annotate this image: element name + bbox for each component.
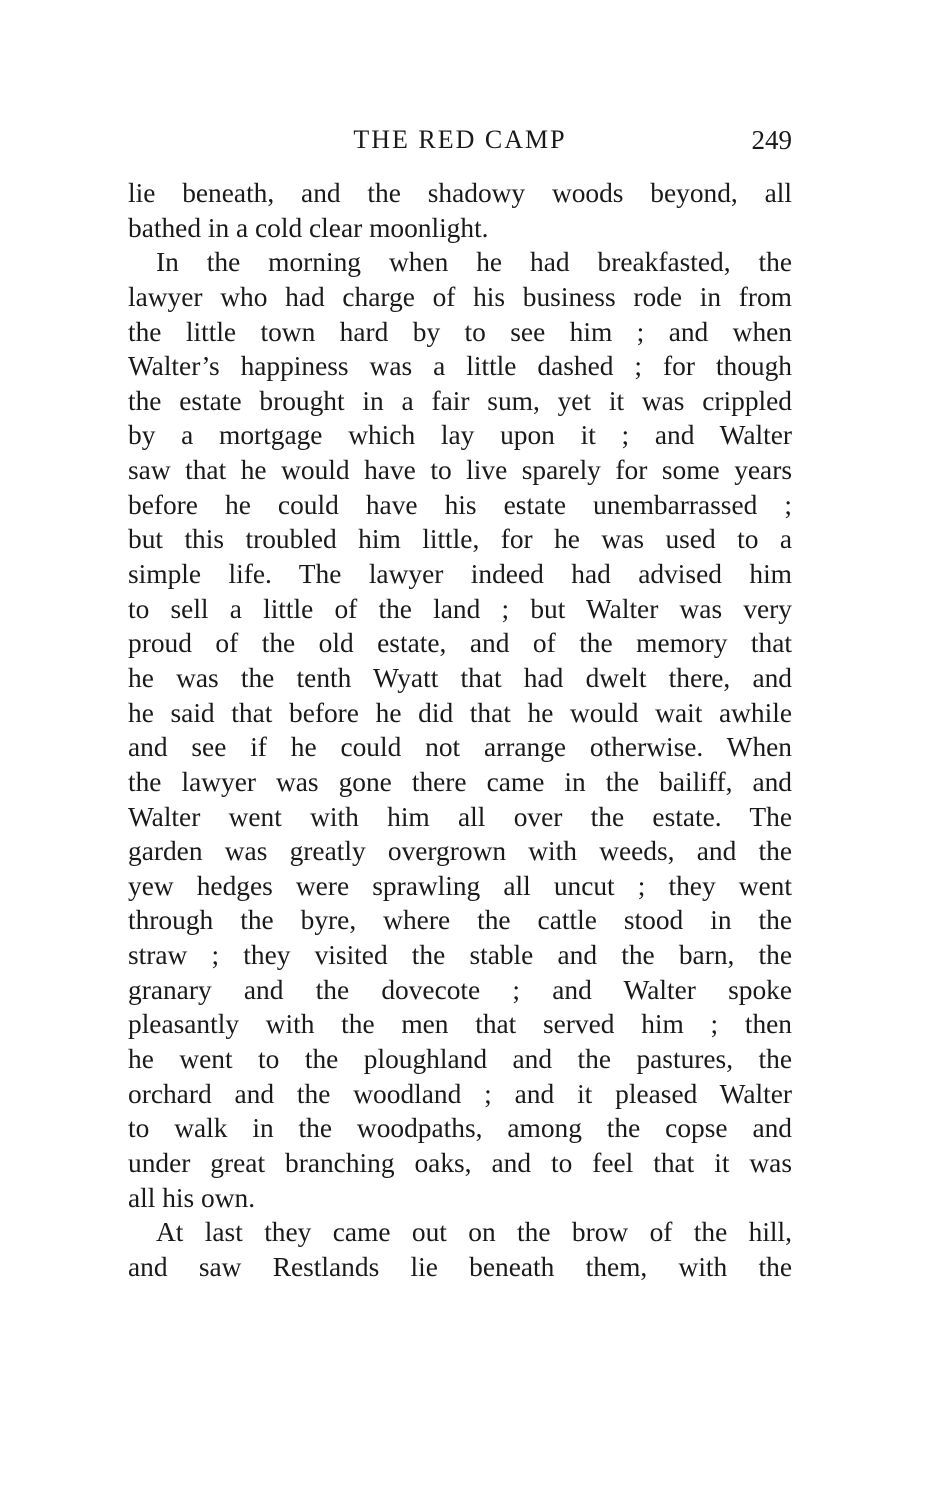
text-line: to sell a little of the land ; but Walter was very — [128, 593, 792, 624]
paragraph — [128, 176, 792, 245]
text-line: and see if he could not arrange otherwise. When — [128, 732, 792, 763]
text-line: he said that before he did that he would wait awhile — [128, 697, 792, 728]
text-line: saw that he would have to live sparely for some years — [128, 455, 792, 486]
text-line: granary and the dovecote ; and Walter spoke — [128, 974, 792, 1005]
text-line: Walter’s happiness was a little dashed ; for though — [128, 351, 792, 382]
text-line: he went to the ploughland and the pastures, the — [128, 1044, 792, 1075]
text-line: all his own. — [128, 1182, 256, 1213]
text-line: by a mortgage which lay upon it ; and Walter — [128, 420, 792, 451]
paragraph — [128, 1215, 792, 1284]
text-line: he was the tenth Wyatt that had dwelt there, and — [128, 662, 792, 693]
body-text — [128, 176, 792, 1285]
text-line: but this troubled him little, for he was used to a — [128, 524, 792, 555]
text-line: garden was greatly overgrown with weeds, and the — [128, 836, 792, 867]
text-line: orchard and the woodland ; and it pleased Walter — [128, 1078, 792, 1109]
running-title: THE RED CAMP — [353, 125, 567, 154]
text-line: pleasantly with the men that served him ; then — [128, 1009, 792, 1040]
text-line: yew hedges were sprawling all uncut ; they went — [128, 870, 792, 901]
text-line: to walk in the woodpaths, among the copse and — [128, 1113, 792, 1144]
text-line: the little town hard by to see him ; and when — [128, 316, 792, 347]
text-line: under great branching oaks, and to feel that it was — [128, 1147, 792, 1178]
text-line: the lawyer was gone there came in the bailiff, and — [128, 766, 792, 797]
text-line: the estate brought in a fair sum, yet it was crippled — [128, 385, 792, 416]
text-line: Walter went with him all over the estate. The — [128, 801, 792, 832]
page-number: 249 — [751, 125, 792, 155]
text-line: bathed in a cold clear moonlight. — [128, 212, 489, 243]
text-line: through the byre, where the cattle stood in the — [128, 905, 792, 936]
text-line: and saw Restlands lie beneath them, with the — [128, 1251, 792, 1282]
text-line: lie beneath, and the shadowy woods beyond, all — [128, 178, 792, 208]
text-line: proud of the old estate, and of the memory that — [128, 628, 792, 659]
text-line: before he could have his estate unembarrassed ; — [128, 489, 792, 520]
text-line: simple life. The lawyer indeed had advised him — [128, 559, 792, 590]
paragraph — [128, 245, 792, 1215]
text-line: straw ; they visited the stable and the barn, the — [128, 940, 792, 971]
text-line: In the morning when he had breakfasted, the — [156, 247, 792, 278]
text-line: At last they came out on the brow of the hill, — [156, 1217, 792, 1248]
page-header — [128, 122, 792, 162]
text-line: lawyer who had charge of his business rode in from — [128, 281, 792, 312]
